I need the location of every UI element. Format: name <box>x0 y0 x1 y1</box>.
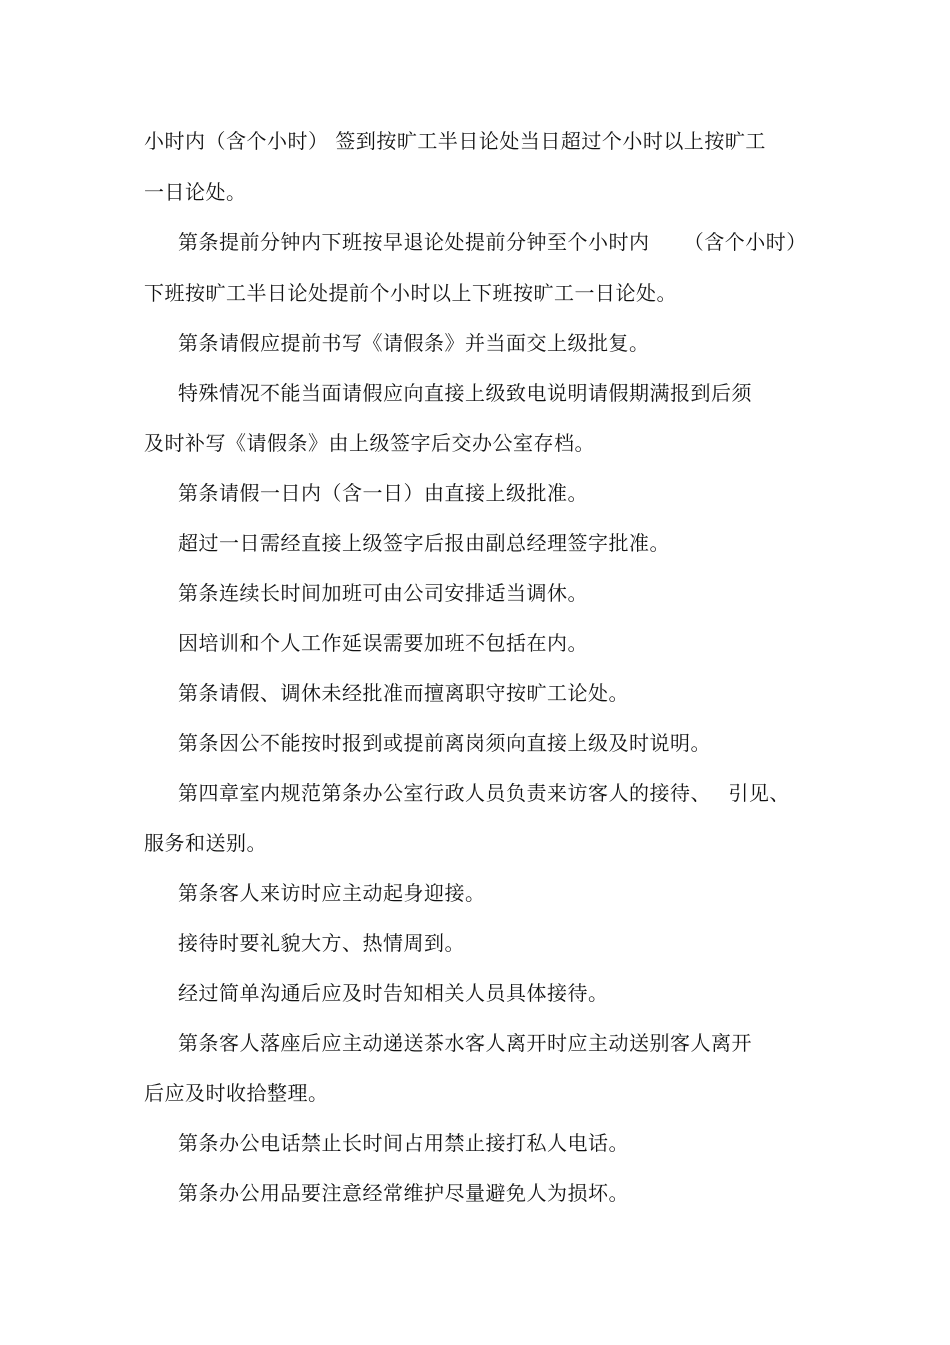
text-line-1: 小时内（含个小时） 签到按旷工半日论处当日超过个小时以上按旷工 <box>144 129 766 153</box>
text-line-10: 第条连续长时间加班可由公司安排适当调休。 <box>178 581 588 605</box>
text-line-8: 第条请假一日内（含一日）由直接上级批准。 <box>178 481 588 505</box>
text-line-15: 服务和送别。 <box>144 831 267 855</box>
text-line-9: 超过一日需经直接上级签字后报由副总经理签字批准。 <box>178 531 670 555</box>
text-line-18: 经过简单沟通后应及时告知相关人员具体接待。 <box>178 981 609 1005</box>
text-line-2: 一日论处。 <box>144 180 247 204</box>
text-line-4: 下班按旷工半日论处提前个小时以上下班按旷工一日论处。 <box>144 281 677 305</box>
text-line-12: 第条请假、调休未经批准而擅离职守按旷工论处。 <box>178 681 629 705</box>
text-line-13: 第条因公不能按时报到或提前离岗须向直接上级及时说明。 <box>178 731 711 755</box>
text-line-14: 第四章室内规范第条办公室行政人员负责来访客人的接待、 引见、 <box>178 781 790 805</box>
text-line-5: 第条请假应提前书写《请假条》并当面交上级批复。 <box>178 331 650 355</box>
text-line-3: 第条提前分钟内下班按早退论处提前分钟至个小时内 （含个小时） <box>178 230 807 254</box>
text-line-16: 第条客人来访时应主动起身迎接。 <box>178 881 486 905</box>
text-line-6: 特殊情况不能当面请假应向直接上级致电说明请假期满报到后须 <box>178 381 752 405</box>
text-line-20: 后应及时收拾整理。 <box>144 1081 329 1105</box>
text-line-19: 第条客人落座后应主动递送茶水客人离开时应主动送别客人离开 <box>178 1031 752 1055</box>
text-line-17: 接待时要礼貌大方、热情周到。 <box>178 931 465 955</box>
text-line-11: 因培训和个人工作延误需要加班不包括在内。 <box>178 631 588 655</box>
text-line-22: 第条办公用品要注意经常维护尽量避免人为损坏。 <box>178 1181 629 1205</box>
text-line-21: 第条办公电话禁止长时间占用禁止接打私人电话。 <box>178 1131 629 1155</box>
text-line-7: 及时补写《请假条》由上级签字后交办公室存档。 <box>144 431 595 455</box>
